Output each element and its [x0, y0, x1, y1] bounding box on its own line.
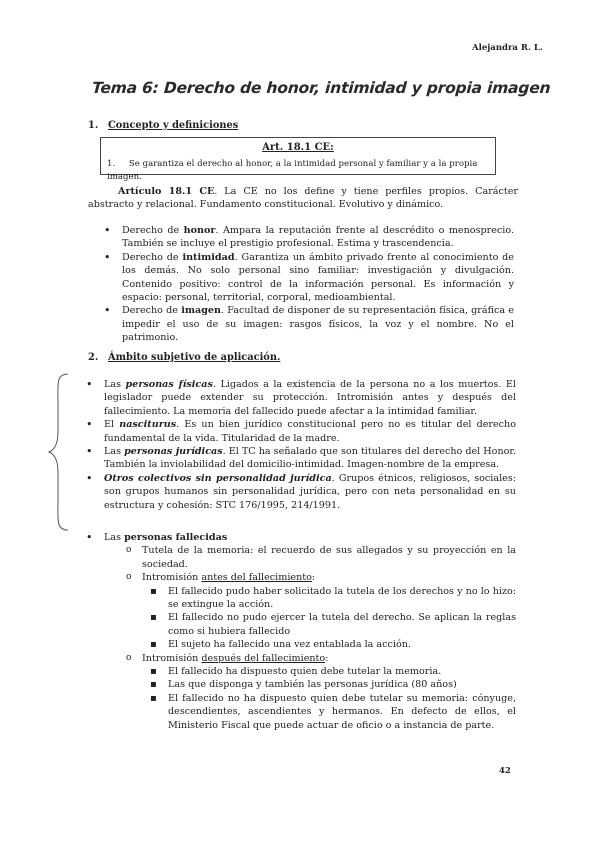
list-item: • El nasciturus. Es un bien jurídico constitucional pero no es titular del derecho fundamental de la vida. Titularidad de la madre. [104, 418, 516, 445]
deceased-sublist [142, 544, 516, 732]
intro-text: . La CE no los define y tiene perfiles propios. Carácter abstracto y relacional. Fundamento constitucional. Evolutivo y dinámico. [88, 186, 518, 211]
subject-name: nasciturus [119, 419, 177, 431]
subject-name: personas físicas [125, 379, 213, 390]
page-number: 42 [499, 766, 511, 776]
list-item: • Las personas jurídicas. El TC ha señalado que son titulares del derecho del Honor. También la inviolabilidad del domicilio-intimidad. Imagen-nombre de la empresa. [104, 445, 516, 472]
subject-name: personas fallecidas [124, 532, 228, 543]
right-name: honor [183, 225, 216, 236]
section-number: 1. [88, 120, 99, 131]
deceased-list [104, 531, 516, 732]
article-box [100, 137, 496, 183]
article-box-item [107, 158, 495, 185]
author-name: Alejandra R. L. [472, 43, 543, 53]
list-item: ▪ El fallecido ha dispuesto quien debe tutelar la memoria. [168, 665, 516, 678]
right-name: imagen [181, 305, 222, 317]
right-name: intimidad [182, 251, 235, 263]
article-item-text: Se garantiza el derecho al honor, a la intimidad personal y familiar y a la propia imagen. [107, 159, 478, 183]
after-death-list [168, 665, 516, 732]
list-item: • Las personas fallecidas o Tutela de la memoria: el recuerdo de sus allegados y su proyección en la sociedad. o Intromisión antes del fallecimiento: ▪ El fallecido pudo haber solicitado la tutela de los derechos y no lo hizo: se extingue la acción. ▪ El fallecido no pudo ejercer la tutela del derecho. Se aplican la reglas como si hubiera fallecido ▪ El sujeto ha fallecido una vez entablada la acción. o Intromisión después del fallecimiento: ▪ El fallecido ha dispuesto quien debe tutelar la memoria. ▪ Las que disponga y también las personas jurídica (80 años) ▪ El fallecido no ha dispuesto quien debe tutelar su memoria: cónyuge, descendientes, ascendientes y hermanos. En defecto de ellos, el Ministerio Fiscal que puede actuar de oficio o a instancia de parte. [104, 531, 516, 732]
article-box-title: Art. 18.1 CE: [262, 142, 334, 153]
list-item: o Intromisión después del fallecimiento: ▪ El fallecido ha dispuesto quien debe tutelar la memoria. ▪ Las que disponga y también las personas jurídica (80 años) ▪ El fallecido no ha dispuesto quien debe tutelar su memoria: cónyuge, descendientes, ascendientes y hermanos. En defecto de ellos, el Ministerio Fiscal que puede actuar de oficio o a instancia de parte. [142, 652, 516, 732]
list-item: o Intromisión antes del fallecimiento: ▪ El fallecido pudo haber solicitado la tutela de los derechos y no lo hizo: se extingue la acción. ▪ El fallecido no pudo ejercer la tutela del derecho. Se aplican la reglas como si hubiera fallecido ▪ El sujeto ha fallecido una vez entablada la acción. [142, 571, 516, 651]
list-item: • Derecho de intimidad. Garantiza un ámbito privado frente al conocimiento de los demás. No solo personal sino familiar: investigación y divulgación. Contenido positivo: control de la información personal. Es información y espacio: personal, territorial, corporal, medioambiental. [122, 251, 514, 305]
list-item: • Las personas físicas. Ligados a la existencia de la persona no a los muertos. El legislador puede extender su protección. Intromisión antes y después del fallecimiento. La memoria del fallecido puede afectar a la intimidad familiar. [104, 378, 516, 418]
before-death-list [168, 585, 516, 652]
list-item: ▪ El fallecido pudo haber solicitado la tutela de los derechos y no lo hizo: se extingue la acción. [168, 585, 516, 612]
article-item-number: 1. [107, 159, 116, 169]
subject-name: personas jurídicas [124, 446, 223, 458]
intro-paragraph [88, 185, 518, 212]
rights-list [122, 224, 514, 345]
list-item: • Derecho de imagen. Facultad de disponer de su representación física, gráfica e impedir el uso de su imagen: rasgos físicos, la voz y el nombre. No el patrimonio. [122, 304, 514, 344]
list-item: • Derecho de honor. Ampara la reputación frente al descrédito o menosprecio. También se incluye el prestigio profesional. Estima y trascendencia. [122, 224, 514, 251]
list-item: ▪ El sujeto ha fallecido una vez entablada la acción. [168, 638, 516, 651]
curly-brace-icon [48, 372, 72, 532]
subjects-list [104, 378, 516, 512]
section-2-heading [88, 351, 280, 364]
list-item: ▪ Las que disponga y también las personas jurídica (80 años) [168, 678, 516, 691]
page-title: Tema 6: Derecho de honor, intimidad y propia imagen [91, 79, 552, 97]
list-item: o Tutela de la memoria: el recuerdo de sus allegados y su proyección en la sociedad. [142, 544, 516, 571]
section-1-heading [88, 119, 238, 132]
list-item: ▪ El fallecido no pudo ejercer la tutela del derecho. Se aplican la reglas como si hubiera fallecido [168, 611, 516, 638]
subject-name: Otros colectivos sin personalidad jurídica [104, 472, 332, 484]
section-title: Ámbito subjetivo de aplicación. [108, 352, 281, 363]
section-title: Concepto y definiciones [108, 120, 239, 131]
intro-bold: Artículo 18.1 CE [118, 186, 215, 197]
section-number: 2. [88, 352, 99, 363]
list-item: • Otros colectivos sin personalidad jurídica. Grupos étnicos, religiosos, sociales: son grupos humanos sin personalidad jurídica, pero con neta personalidad en su estructura y cohesión: STC 176/1995, 214/1991. [104, 472, 516, 512]
list-item: ▪ El fallecido no ha dispuesto quien debe tutelar su memoria: cónyuge, descendientes, ascendientes y hermanos. En defecto de ellos, el Ministerio Fiscal que puede actuar de oficio o a instancia de parte. [168, 692, 516, 732]
